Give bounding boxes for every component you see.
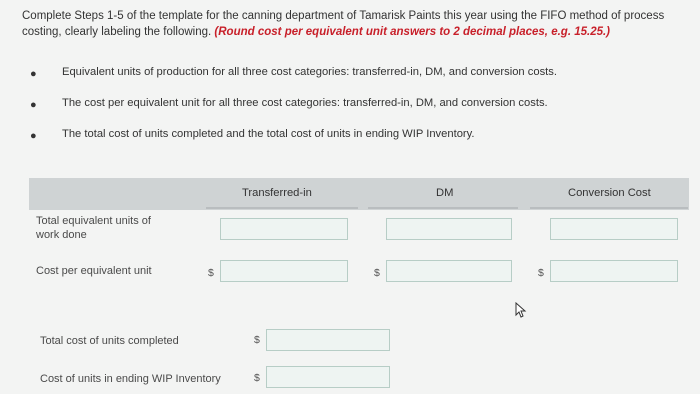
requirements-list [30,64,557,157]
eu-conversion-input[interactable] [550,218,678,240]
dollar-sign: $ [538,267,544,279]
total-cost-completed-field[interactable] [267,330,389,350]
cpu-dm-input[interactable] [386,260,512,282]
list-item-text: The cost per equivalent unit for all three cost categories: transferred-in, DM, and conversion costs. [62,97,548,109]
column-underline [530,207,688,209]
cpu-conversion-input[interactable] [550,260,678,282]
column-header-conversion-cost: Conversion Cost [568,187,651,199]
row-label-cost-ending-wip: Cost of units in ending WIP Inventory [40,373,221,385]
row-label-total-cost-completed: Total cost of units completed [40,335,179,347]
column-underline [206,207,358,209]
eu-dm-field[interactable] [387,219,511,239]
cpu-dm-field[interactable] [387,261,511,281]
eu-transferred-in-field[interactable] [221,219,347,239]
dollar-sign: $ [254,372,260,384]
mouse-pointer-icon [515,302,527,318]
instructions-text: Complete Steps 1-5 of the template for the canning department of Tamarisk Paints this year using the FIFO method of process costing, clearly labeling the following. [22,10,665,38]
cost-ending-wip-input[interactable] [266,366,390,388]
cpu-conversion-field[interactable] [551,261,677,281]
list-item [30,95,557,126]
eu-transferred-in-input[interactable] [220,218,348,240]
dollar-sign: $ [374,267,380,279]
row-label-total-equivalent-units: Total equivalent units of work done [36,215,151,241]
list-item [30,126,557,157]
cost-ending-wip-field[interactable] [267,367,389,387]
rounding-note: (Round cost per equivalent unit answers to 2 decimal places, e.g. 15.25.) [214,26,611,38]
cpu-transferred-in-field[interactable] [221,261,347,281]
total-cost-completed-input[interactable] [266,329,390,351]
list-item-text: Equivalent units of production for all three cost categories: transferred-in, DM, and conversion costs. [62,66,557,78]
dollar-sign: $ [254,334,260,346]
bullet-icon: ● [30,99,37,111]
column-underline [368,207,518,209]
list-item [30,64,557,95]
eu-dm-input[interactable] [386,218,512,240]
column-header-dm: DM [436,187,454,199]
cpu-transferred-in-input[interactable] [220,260,348,282]
eu-conversion-field[interactable] [551,219,677,239]
dollar-sign: $ [208,267,214,279]
bullet-icon: ● [30,68,37,80]
list-item-text: The total cost of units completed and the total cost of units in ending WIP Inventory. [62,128,475,140]
column-header-transferred-in: Transferred-in [242,187,312,199]
instructions [22,8,692,40]
bullet-icon: ● [30,130,37,142]
row-label-cost-per-equivalent-unit: Cost per equivalent unit [36,265,152,277]
